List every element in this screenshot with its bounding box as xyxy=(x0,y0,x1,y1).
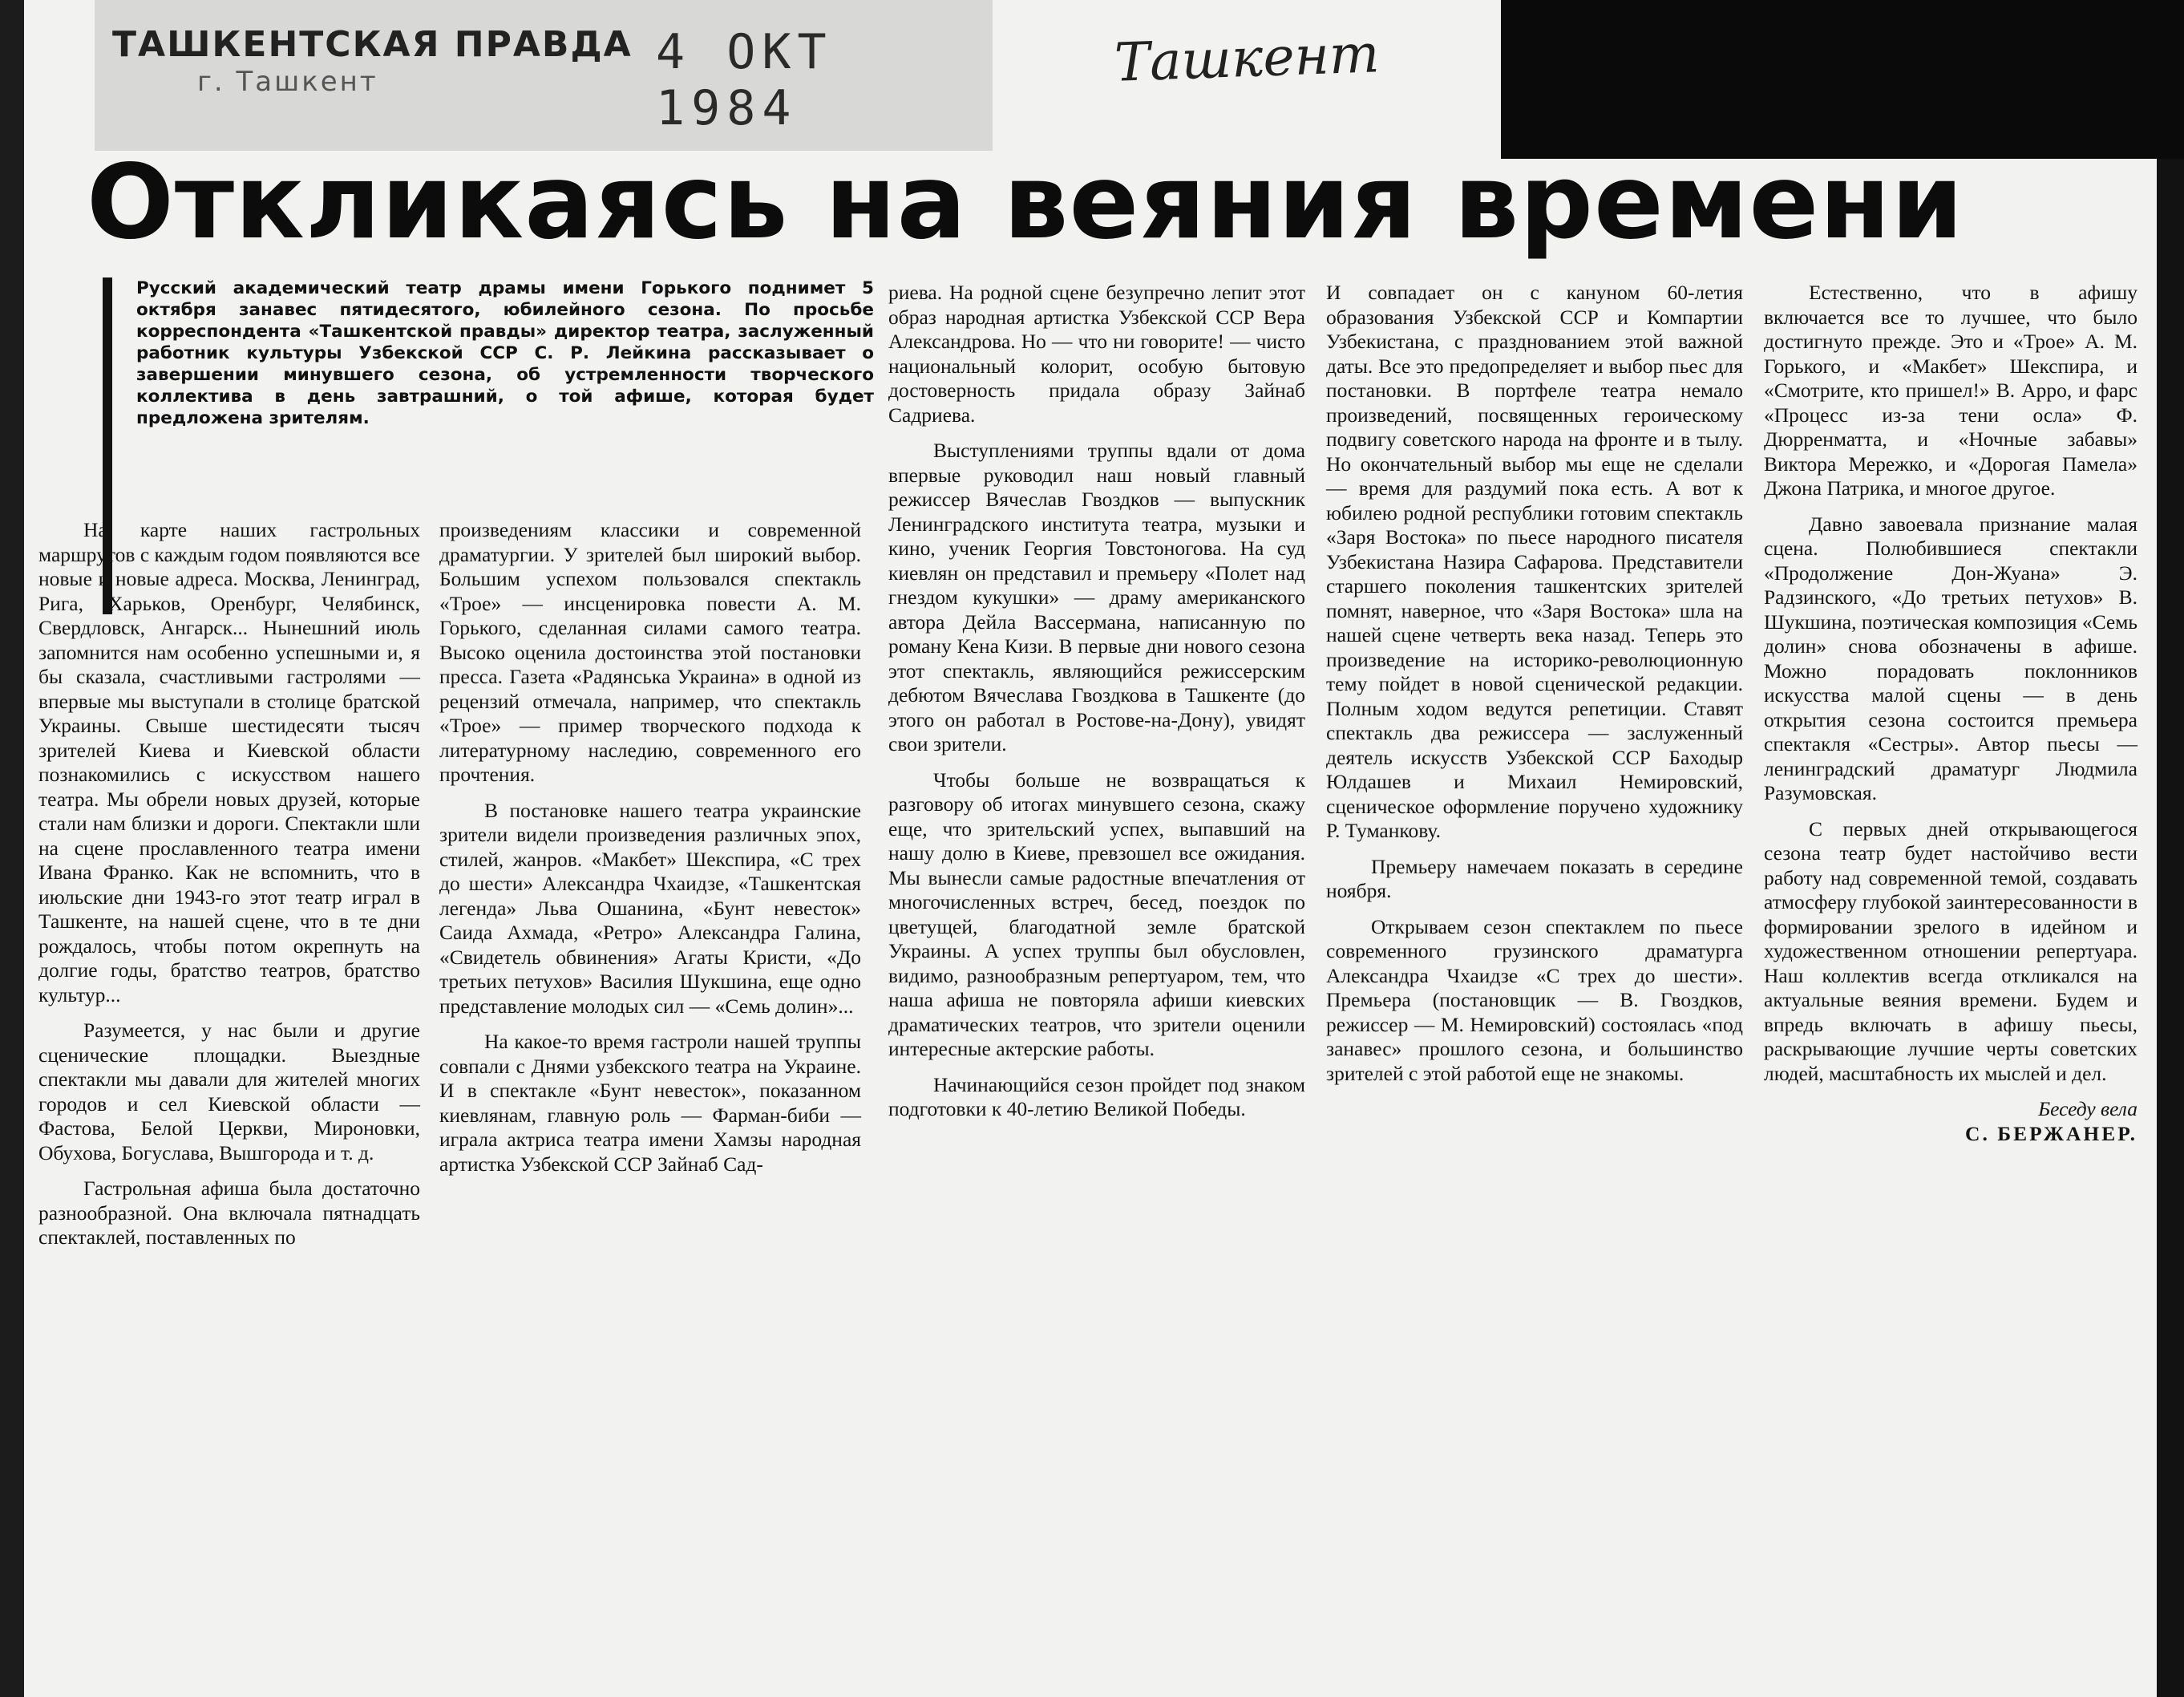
scan-right-edge xyxy=(2157,159,2184,1697)
article-column-2 xyxy=(439,518,861,1177)
paragraph: С первых дней открывающегося сезона театр будет настойчиво вести работу над современной темой, создавать атмосферу глубокой заинтересованности в формировании зрелого в идейном и художественном отношении репертуара. Наш коллектив всегда откликался на актуальные веяния времени. Будем и впредь включать в афишу пьесы, раскрывающие лучшие черты советских людей, масштабность их мыслей и дел. xyxy=(1764,816,2137,1085)
paragraph: Давно завоевала признание малая сцена. Полюбившиеся спектакли «Продолжение Дон-Жуана» Э. Радзинского, «До третьих петухов» В. Шукшина, поэтическая композиция «Семь долин» снова обозначены в афише. Можно порадовать поклонников искусства малой сцены — в день открытия сезона состоится премьера спектакля «Сестры». Автор пьесы — ленинградский драматург Людмила Разумовская. xyxy=(1764,512,2137,804)
article-column-4 xyxy=(1326,281,1743,1086)
paragraph: На какое-то время гастроли нашей труппы совпали с Днями узбекского театра на Украине. И в спектакле «Бунт невесток», показанном киевлянам, главную роль — Фарман-биби — играла актриса театра имени Хамзы народная артистка Узбекской ССР Зайнаб Сад- xyxy=(439,1030,861,1176)
paragraph: Премьеру намечаем показать в середине ноября. xyxy=(1326,854,1743,902)
article-headline: Откликаясь на веяния времени xyxy=(87,143,1964,262)
scan-black-area xyxy=(1501,0,2184,159)
paragraph: произведениям классики и современной драматургии. У зрителей был широкий выбор. Большим успехом пользовался спектакль «Трое» — инсценировка повести А. М. Горького, сделанная силами самого театра. Высоко оценила достоинства этой постановки пресса. Газета «Радянська Украина» в одной из рецензий отмечала, например, что спектакль «Трое» — пример творческого подхода к литературному наследию, современного его прочтения. xyxy=(439,518,861,786)
paragraph: риева. На родной сцене безупречно лепит этот образ народная артистка Узбекской ССР Вера Александрова. Но — что ни говорите! — чисто национальный колорит, особую бытовую достоверность придала образу Зайнаб Садриева. xyxy=(888,281,1305,427)
handwritten-note: Ташкент xyxy=(1113,22,1381,94)
paragraph: Выступлениями труппы вдали от дома впервые руководил наш новый главный режиссер Вячеслав Гвоздков — выпускник Ленинградского института театра, музыки и кино, ученик Георгия Товстоногова. На суд киевлян он представил и премьеру «Полет над гнездом кукушки» — драму американского автора Дейла Вассермана, написанную по роману Кена Кизи. В первые дни нового сезона этот спектакль, являющийся режиссерским дебютом Вячеслава Гвоздкова в Ташкенте (до этого он работал в Ростове-на-Дону), увидят свои зрители. xyxy=(888,439,1305,755)
article-column-3 xyxy=(888,281,1305,1122)
article-column-1 xyxy=(38,518,420,1250)
paragraph: Разумеется, у нас были и другие сценические площадки. Выездные спектакли мы давали для жителей многих городов и сел Киевской области — Фастова, Белой Церкви, Мироновки, Обухова, Богуслава, Вышгорода и т. д. xyxy=(38,1019,420,1164)
paragraph: В постановке нашего театра украинские зрители видели произведения различных эпох, стилей, жанров. «Макбет» Шекспира, «С трех до шести» Александра Чхаидзе, «Ташкентская легенда» Льва Ошанина, «Бунт невесток» Саида Ахмада, «Ретро» Александра Галина, «Свидетель обвинения» Агаты Кристи, «До третьих петухов» Василия Шукшина, еще одно представление молодых сил — «Семь долин»... xyxy=(439,798,861,1018)
newspaper-masthead-clipping xyxy=(95,0,993,151)
signoff-author: С. БЕРЖАНЕР. xyxy=(1965,1121,2137,1145)
paragraph: Гастрольная афиша была достаточно разнообразной. Она включала пятнадцать спектаклей, поставленных по xyxy=(38,1177,420,1249)
paragraph: Начинающийся сезон пройдет под знаком подготовки к 40-летию Великой Победы. xyxy=(888,1072,1305,1120)
paragraph: И совпадает он с кануном 60-летия образования Узбекской ССР и Компартии Узбекистана, с празднованием этой важной даты. Все это предопределяет и выбор пьес для постановки. В портфеле театра немало произведений, посвященных героическому подвигу советского народа на фронте и в тылу. Но окончательный выбор мы еще не сделали — время для раздумий пока есть. А вот к юбилею родной республики готовим спектакль «Заря Востока» по пьесе народного писателя Узбекистана Назира Сафарова. Представители старшего поколения ташкентских зрителей помнят, наверное, что «Заря Востока» шла на нашей сцене четверть века назад. Теперь это произведение на историко-революционную тему пойдет в новой сценической редакции. Полным ходом ведутся репетиции. Ставят спектакль два режиссера — заслуженный деятель искусств Узбекской ССР Баходыр Юлдашев и Михаил Немировский, сценическое оформление поручено художнику Р. Туманкову. xyxy=(1326,281,1743,842)
signoff-credit: Беседу вела xyxy=(2038,1097,2137,1120)
newspaper-city: г. Ташкент xyxy=(197,66,378,98)
scan-left-edge xyxy=(0,0,24,1697)
paragraph: Естественно, что в афишу включается все то лучшее, что было достигнуто прежде. Это и «Трое» А. М. Горького, и «Макбет» Шекспира, и «Смотрите, кто пришел!» В. Арро, и фарс «Процесс из-за тени осла» Ф. Дюрренматта, и «Ночные забавы» Виктора Мережко, и «Дорогая Памела» Джона Патрика, и многое другое. xyxy=(1764,281,2137,500)
article-lead: Русский академический театр драмы имени Горького поднимет 5 октября занавес пятидесятого, юбилейного сезона. По просьбе корреспондента «Ташкентской правды» директор театра, заслуженный работник культуры Узбекской ССР С. Р. Лейкина рассказывает о завершении минувшего сезона, об устремленности творческого коллектива в день завтрашний, о той афише, которая будет предложена зрителям. xyxy=(136,278,874,428)
date-stamp: 4 ОКТ 1984 xyxy=(656,24,833,136)
paragraph: Чтобы больше не возвращаться к разговору об итогах минувшего сезона, скажу еще, что зрительский успех, выпавший на нашу долю в Киеве, превзошел все ожидания. Мы вынесли самые радостные впечатления от многочисленных встреч, бесед, поездок по цветущей, благодатной земле братской Украины. А успех труппы был обусловлен, видимо, разнообразным репертуаром, тем, что наша афиша не повторяла афиши киевских драматических театров, что зрители оценили интересные актерские работы. xyxy=(888,767,1305,1060)
paragraph: На карте наших гастрольных маршрутов с каждым годом появляются все новые и новые адреса. Москва, Ленинград, Рига, Харьков, Оренбург, Челябинск, Свердловск, Ангарск... Нынешний июль запомнится нам особенно успешными и, я бы сказала, счастливыми гастролями — впервые мы выступали в столице братской Украины. Свыше шестидесяти тысяч зрителей Киева и Киевской области познакомились с искусством нашего театра. Мы обрели новых друзей, которые стали нам близки и дороги. Спектакли шли на сцене прославленного театра имени Ивана Франко. Как не вспомнить, что в июльские дни 1943-го этот театр играл в Ташкенте, на нашей сцене, что в те дни рождалось, чтобы потом окрепнуть на долгие годы, братство театров, братство культур... xyxy=(38,518,420,1006)
article-column-5 xyxy=(1764,281,2137,1146)
newspaper-name: ТАШКЕНТСКАЯ ПРАВДА xyxy=(112,24,633,65)
author-signoff xyxy=(1764,1097,2137,1146)
paragraph: Открываем сезон спектаклем по пьесе современного грузинского драматурга Александра Чхаидзе «С трех до шести». Премьера (постановщик — В. Гвоздков, режиссер — М. Немировский) состоялась «под занавес» прошлого сезона, и большинство зрителей с этой работой еще не знакомы. xyxy=(1326,914,1743,1085)
